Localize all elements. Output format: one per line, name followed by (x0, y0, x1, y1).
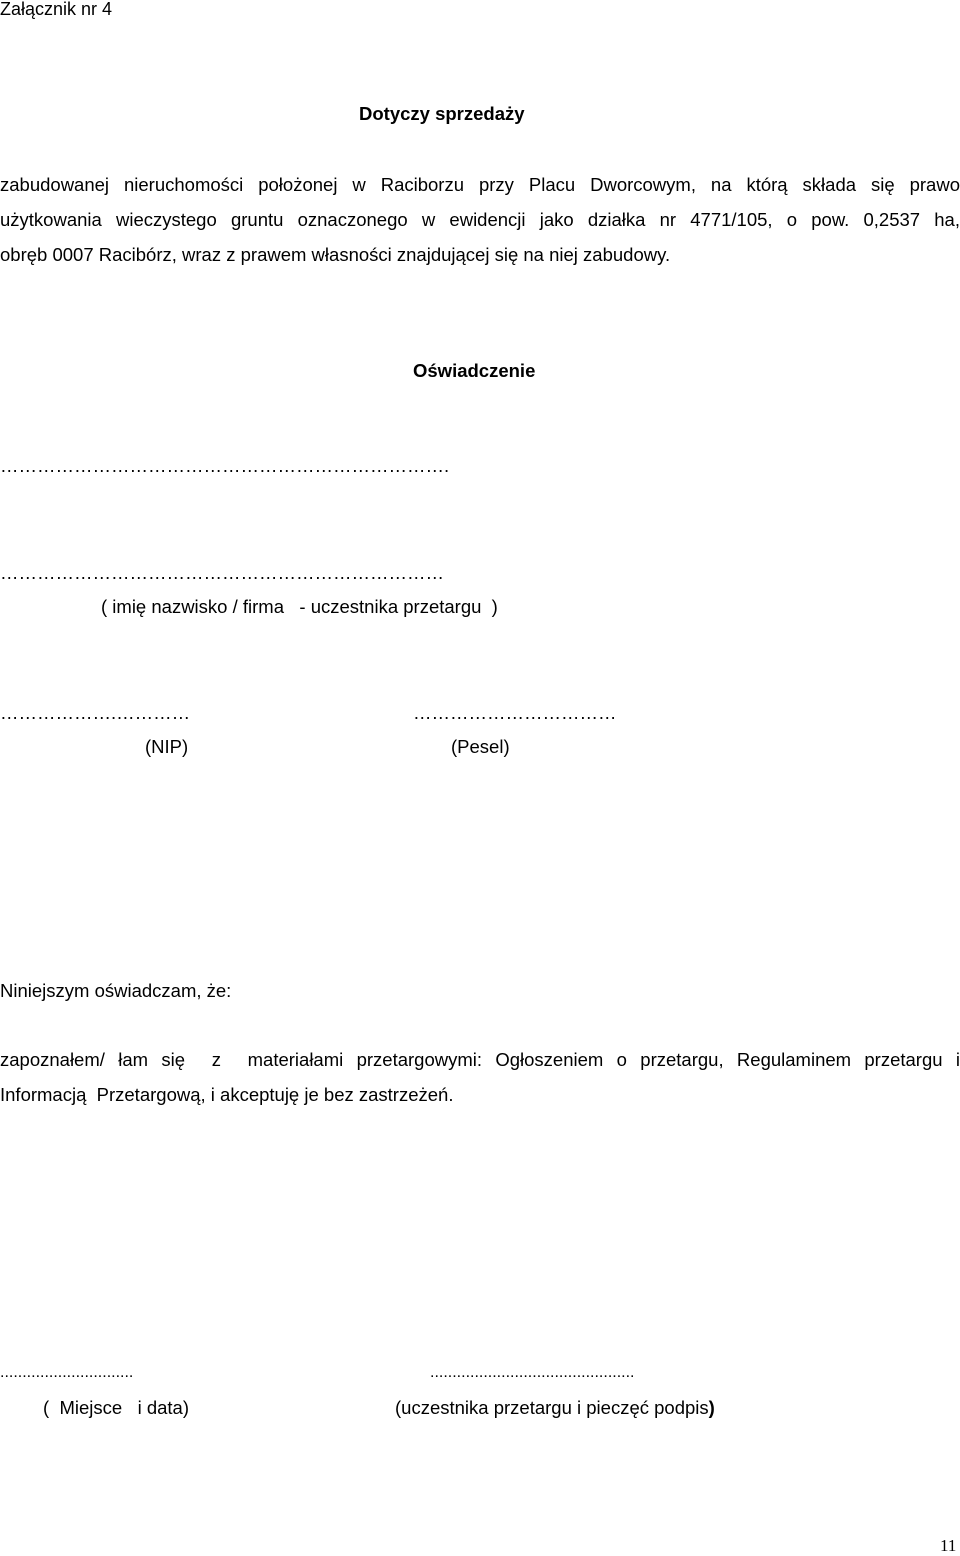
declaration-title: Oświadczenie (413, 360, 536, 381)
signature-dots: .............................................. (430, 1364, 635, 1381)
statement-line-1-text: zapoznałem/ łam się z materiałami przetargowymi: Ogłoszeniem o przetargu, Regulaminem przetargu i (0, 1049, 960, 1070)
subject-line-3-text: obręb 0007 Racibórz, wraz z prawem własności znajdującej się na niej zabudowy. (0, 244, 671, 265)
statement-line-2-text: Informacją Przetargową, i akceptuję je bez zastrzeżeń. (0, 1084, 454, 1105)
place-date-dots: .............................. (0, 1364, 134, 1381)
signature-label-text: (uczestnika przetargu i pieczęć podpis (395, 1397, 709, 1418)
pesel-label: (Pesel) (451, 736, 510, 757)
page-number: 11 (940, 1536, 957, 1555)
place-date-label: ( Miejsce i data) (43, 1397, 189, 1418)
attachment-label: Załącznik nr 4 (0, 0, 113, 19)
nip-label: (NIP) (145, 736, 189, 757)
subject-line-1 (0, 174, 960, 196)
name-dots-line-1: ………………………………………………………………. (0, 455, 450, 476)
subject-line-1-text: zabudowanej nieruchomości położonej w Raciborzu przy Placu Dworcowym, na którą składa się prawo (0, 174, 960, 195)
subject-line-2-text: użytkowania wieczystego gruntu oznaczonego w ewidencji jako działka nr 4771/105, o pow. 0,2537 ha, (0, 209, 960, 230)
signature-label (395, 1397, 715, 1419)
subject-line-3 (0, 244, 960, 266)
pesel-dots: …………………………… (413, 702, 617, 723)
name-field-label: ( imię nazwisko / firma - uczestnika przetargu ) (101, 596, 498, 617)
name-dots-line-2: ……………………………………………………………… (0, 562, 444, 583)
subject-title: Dotyczy sprzedaży (359, 103, 525, 124)
signature-label-end: ) (708, 1397, 715, 1418)
nip-dots: ……………….………… (0, 702, 191, 723)
statement-intro: Niniejszym oświadczam, że: (0, 980, 232, 1001)
statement-line-1 (0, 1049, 960, 1071)
subject-line-2 (0, 209, 960, 231)
statement-line-2 (0, 1084, 960, 1106)
